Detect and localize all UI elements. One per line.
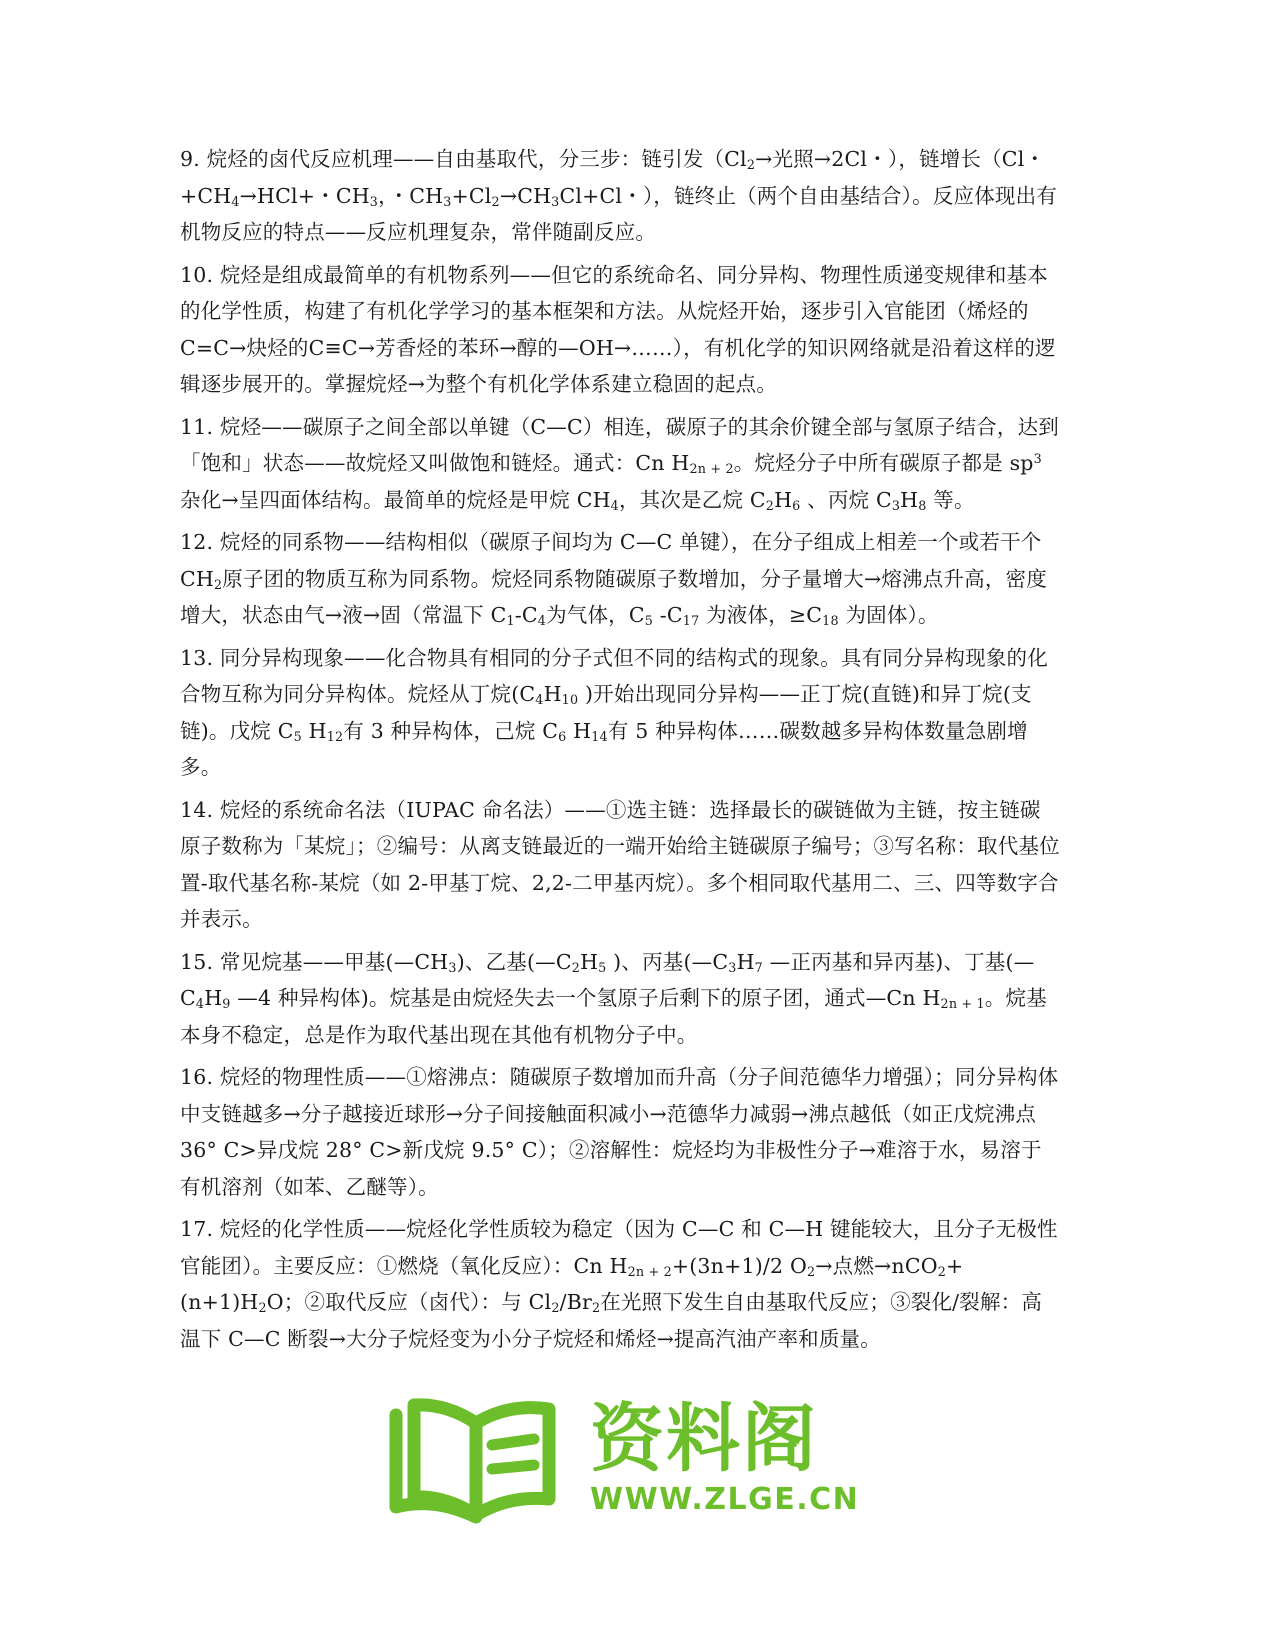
text-run: H [204, 986, 223, 1010]
subscript: 2 [213, 576, 223, 592]
text-run: )开始出现同分异构——正丁烷(直链)和异丁烷(支链)。戊烷 C [180, 682, 1032, 743]
text-run: 9. 烷烃的卤代反应机理——自由基取代，分三步：链引发（Cl [180, 147, 747, 171]
text-run: →CH [499, 183, 552, 208]
text-run: 10. 烷烃是组成最简单的有机物系列——但它的系统命名、同分异构、物理性质递变规律和基本的化学性质，构建了有机化学学习的基本框架和方法。从烷烃开始，逐步引入官能团（烯烃的C=C→炔烃的C≡C→芳香烃的苯环→醇的—OH→……），有机化学的知识网络就是沿着这样的逻辑逐步展开的。掌握烷烃→为整个有机化学体系建立稳固的起点。 [180, 262, 1056, 396]
text-run: —4 种异构体)。烷基是由烷烃失去一个氢原子后剩下的原子团，通式—Cn H [230, 986, 941, 1010]
text-run: )、乙基(—C [456, 949, 572, 974]
text-run: 为液体，≥C [699, 603, 823, 627]
subscript: 2 [591, 1300, 601, 1316]
text-run: -C [653, 603, 683, 627]
subscript: 4 [195, 996, 205, 1012]
subscript: 3 [551, 193, 560, 209]
text-run: 杂化→呈四面体结构。最简单的烷烃是甲烷 CH [180, 487, 611, 512]
text-run: H [301, 718, 327, 743]
paragraph [180, 141, 1060, 251]
subscript: 3 [891, 497, 901, 513]
text-run: +(3n+1)/2 O [671, 1253, 807, 1278]
text-run: O；②取代反应（卤代）：与 Cl [266, 1290, 552, 1314]
text-run: 16. 烷烃的物理性质——①熔沸点：随碳原子数增加而升高（分子间范德华力增强）；同分异构体中支链越多→分子越接近球形→分子间接触面积减小→范德华力减弱→沸点越低（如正戊烷沸点 36° C>异戊烷 28° C>新戊烷 9.5° C）；②溶解性：烷烃均为非极性分子→难溶于水，易溶于有机溶剂（如苯、乙醚等）。 [180, 1065, 1059, 1199]
subscript: 1 [506, 613, 515, 629]
subscript: 2 [571, 959, 581, 975]
text-run: H [580, 949, 599, 974]
paragraph [180, 944, 1060, 1054]
document-body [180, 141, 1060, 1363]
subscript: 7 [754, 959, 763, 975]
text-run: 有 3 种异构体，己烷 C [343, 718, 559, 743]
subscript: 14 [591, 728, 608, 744]
watermark-name: 资料阁 [590, 1396, 818, 1482]
subscript: 3 [369, 193, 379, 209]
book-icon [384, 1395, 574, 1525]
subscript: 10 [561, 692, 579, 708]
subscript: 3 [443, 193, 452, 209]
subscript: 8 [918, 497, 927, 513]
subscript: 4 [537, 613, 547, 629]
text-run: H [736, 949, 755, 974]
paragraph [180, 1059, 1060, 1205]
text-run: 为气体，C [546, 603, 645, 627]
subscript: 2 [937, 1263, 947, 1279]
subscript: 12 [326, 728, 344, 744]
text-run: 原子团的物质互称为同系物。烷烃同系物随碳原子数增加，分子量增大→熔沸点升高，密度增大，状态由气→液→固（常温下 C [180, 566, 1047, 627]
text-run: 。烷烃分子中所有碳原子都是 sp [733, 451, 1034, 475]
subscript: 2 [765, 497, 775, 513]
text-run: -C [514, 603, 538, 627]
text-run: →光照→2Cl・），链增长（Cl・+CH [180, 147, 1046, 208]
text-run: H [543, 682, 562, 706]
text-run: 等。 [926, 487, 975, 512]
subscript: 2 [551, 1300, 560, 1316]
text-run: 、丙烷 C [800, 487, 892, 512]
paragraph [180, 792, 1060, 938]
text-run: ，・CH [378, 183, 444, 208]
text-run: →点燃→nCO [815, 1253, 938, 1278]
text-run: 在光照下发生自由基取代反应；③裂化/裂解：高温下 C—C 断裂→大分子烷烃变为小分子烷烃和烯烃→提高汽油产率和质量。 [180, 1290, 1043, 1351]
watermark-logo [384, 1395, 860, 1525]
text-run: +(n+1)H [180, 1253, 964, 1314]
text-run: ，其次是乙烷 C [618, 487, 766, 512]
paragraph [180, 640, 1060, 786]
text-run: →HCl+・CH [239, 183, 370, 208]
text-run: —正丙基和异丙基)、丁基(—C [180, 949, 1035, 1010]
subscript: 4 [535, 692, 544, 708]
subscript: 2n + 1 [940, 996, 985, 1012]
subscript: 2 [491, 193, 500, 209]
subscript: 18 [822, 613, 839, 629]
text-run: 13. 同分异构现象——化合物具有相同的分子式但不同的结构式的现象。具有同分异构现象的化合物互称为同分异构体。烷烃从丁烷(C [180, 645, 1048, 706]
subscript: 17 [682, 613, 700, 629]
text-run: 。烷基本身不稳定，总是作为取代基出现在其他有机物分子中。 [180, 986, 1047, 1047]
subscript: 4 [610, 497, 619, 513]
subscript: 3 [448, 959, 457, 975]
text-run: 14. 烷烃的系统命名法（IUPAC 命名法）——①选主链：选择最长的碳链做为主链，按主链碳原子数称为「某烷」；②编号：从离支链最近的一端开始给主链碳原子编号；③写名称：取代基位置-取代基名称-某烷（如 2-甲基丁烷、2,2-二甲基丙烷）。多个相同取代基用二、三、四等数字合并表示。 [180, 797, 1060, 931]
subscript: 2 [258, 1300, 267, 1316]
superscript: 3 [1033, 451, 1042, 467]
subscript: 5 [293, 728, 302, 744]
subscript: 3 [728, 959, 737, 975]
subscript: 2 [746, 157, 756, 173]
text-run: +Cl [451, 183, 492, 208]
subscript: 5 [644, 613, 654, 629]
paragraph [180, 409, 1060, 519]
text-run: /Br [559, 1290, 592, 1314]
text-run: Cl+Cl・），链终止（两个自由基结合）。反应体现出有机物反应的特点——反应机理复杂，常伴随副反应。 [180, 183, 1058, 244]
subscript: 2n + 2 [627, 1263, 672, 1279]
subscript: 2n + 2 [689, 461, 734, 477]
text-run: 12. 烷烃的同系物——结构相似（碳原子间均为 C—C 单键），在分子组成上相差一个或若干个 CH [180, 530, 1042, 591]
text-run: H [774, 487, 793, 512]
text-run: H [900, 487, 919, 512]
text-run: 15. 常见烷基——甲基(—CH [180, 949, 449, 974]
paragraph [180, 524, 1060, 634]
text-run: 有 5 种异构体……碳数越多异构体数量急剧增多。 [180, 718, 1028, 779]
text-run: )、丙基(—C [606, 949, 729, 974]
text-run: 为固体）。 [838, 603, 939, 627]
paragraph [180, 257, 1060, 403]
subscript: 2 [806, 1263, 816, 1279]
paragraph [180, 1211, 1060, 1357]
subscript: 9 [222, 996, 231, 1012]
text-run: H [566, 718, 592, 743]
text-run: 17. 烷烃的化学性质——烷烃化学性质较为稳定（因为 C—C 和 C—H 键能较大，且分子无极性官能团）。主要反应：①燃烧（氧化反应）：Cn H [180, 1217, 1058, 1278]
subscript: 6 [558, 728, 567, 744]
watermark-url: WWW.ZLGE.CN [590, 1482, 860, 1517]
subscript: 6 [792, 497, 801, 513]
text-run: 11. 烷烃——碳原子之间全部以单键（C—C）相连，碳原子的其余价键全部与氢原子结合，达到「饱和」状态——故烷烃又叫做饱和链烃。通式：Cn H [180, 414, 1059, 475]
subscript: 4 [231, 193, 240, 209]
subscript: 5 [598, 959, 607, 975]
